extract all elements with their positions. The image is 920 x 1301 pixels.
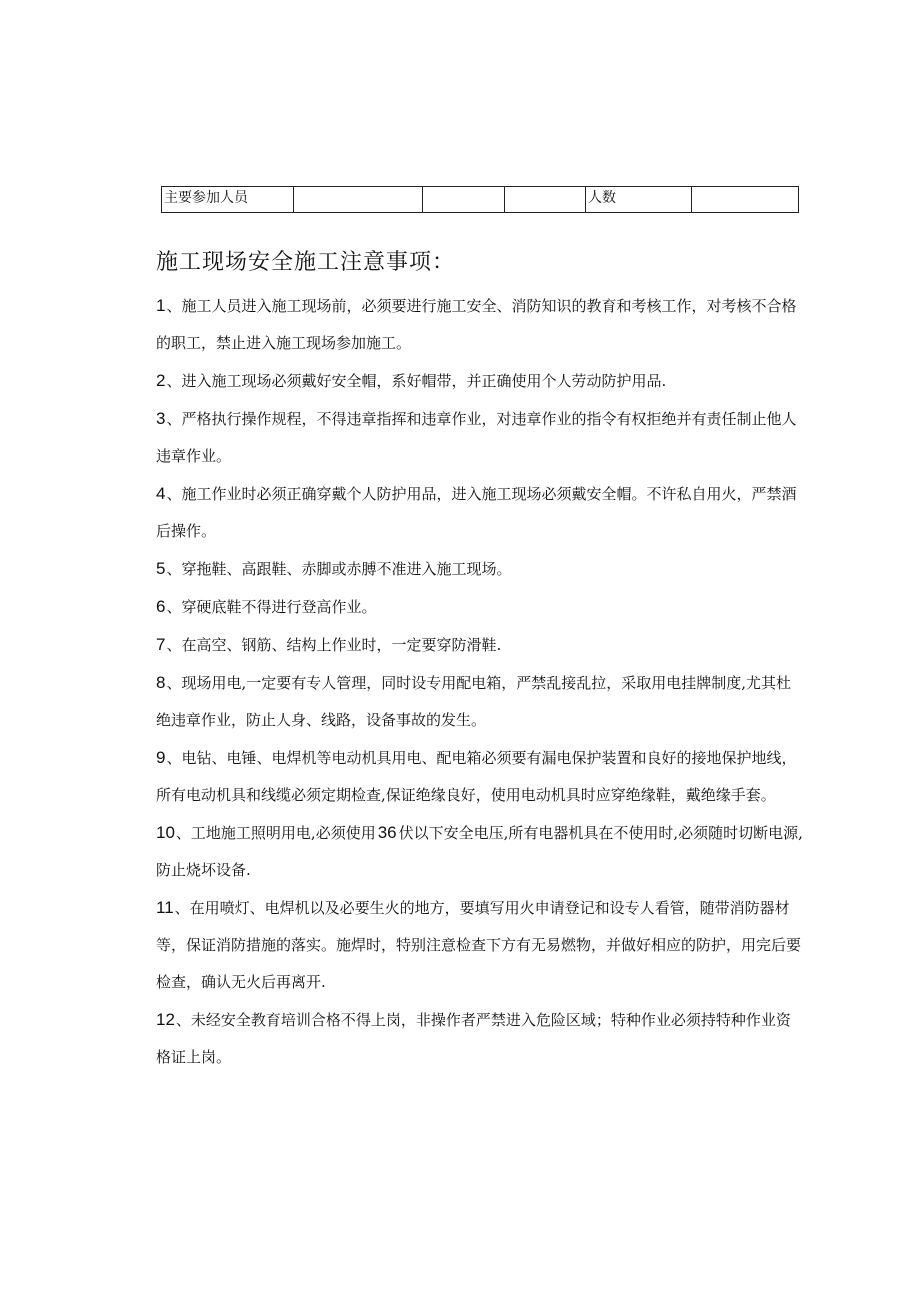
item-number: 3 (156, 409, 166, 428)
table-cell-empty (692, 187, 799, 213)
item-text: 、施工作业时必须正确穿戴个人防护用品，进入施工现场必须戴安全帽。不许私自用火，严禁酒后操作。 (156, 485, 797, 540)
list-item (156, 626, 804, 664)
list-item (156, 588, 804, 626)
item-text: 、穿拖鞋、高跟鞋、赤脚或赤膊不准进入施工现场。 (166, 560, 512, 578)
list-item (156, 739, 804, 814)
item-number: 1 (156, 296, 166, 315)
safety-items-list (156, 287, 804, 1076)
item-number: 5 (156, 559, 166, 578)
list-item (156, 1001, 804, 1076)
table-row (162, 187, 799, 213)
list-item (156, 814, 804, 889)
item-text: 、在用喷灯、电焊机以及必要生火的地方，要填写用火申请登记和设专人看管，随带消防器材等，保证消防措施的落实。施焊时，特别注意检查下方有无易燃物，并做好相应的防护，用完后要检查，确认无火后再离开. (156, 899, 802, 991)
item-number: 7 (156, 635, 166, 654)
table-cell-empty (294, 187, 423, 213)
table-cell-headcount-label: 人数 (586, 187, 692, 213)
item-text: 、在高空、钢筋、结构上作业时，一定要穿防滑鞋. (166, 636, 502, 654)
item-number: 4 (156, 484, 166, 503)
item-number: 8 (156, 673, 166, 692)
list-item (156, 287, 804, 362)
item-text: 、电钻、电锤、电焊机等电动机具用电、配电箱必须要有漏电保护装置和良好的接地保护地线，所有电动机具和线缆必须定期检查,保证绝缘良好，使用电动机具时应穿绝缘鞋，戴绝缘手套。 (156, 749, 797, 804)
item-number: 12 (156, 1010, 175, 1029)
item-text: 、现场用电,一定要有专人管理，同时设专用配电箱，严禁乱接乱拉，采取用电挂牌制度,尤其杜绝违章作业，防止人身、线路，设备事故的发生。 (156, 674, 792, 729)
item-text: 、施工人员进入施工现场前，必须要进行施工安全、消防知识的教育和考核工作，对考核不合格的职工，禁止进入施工现场参加施工。 (156, 297, 797, 352)
list-item (156, 400, 804, 475)
item-number: 11 (156, 898, 174, 917)
item-text: 伏以下安全电压,所有电器机具在不使用时,必须随时切断电源,防止烧坏设备. (156, 824, 803, 879)
list-item (156, 889, 804, 1001)
list-item (156, 475, 804, 550)
table-cell-empty (423, 187, 505, 213)
item-number: 9 (156, 748, 166, 767)
table-cell-main-personnel-label: 主要参加人员 (162, 187, 294, 213)
list-item (156, 362, 804, 400)
item-number: 10 (156, 823, 175, 842)
voltage-value: 36 (377, 823, 397, 842)
item-text: 、穿硬底鞋不得进行登高作业。 (166, 598, 377, 616)
item-text: 、进入施工现场必须戴好安全帽，系好帽带，并正确使用个人劳动防护用品. (166, 372, 667, 390)
table-cell-empty (505, 187, 586, 213)
list-item (156, 550, 804, 588)
item-number: 2 (156, 371, 166, 390)
item-text: 、严格执行操作规程，不得违章指挥和违章作业，对违章作业的指令有权拒绝并有责任制止他人违章作业。 (156, 410, 797, 465)
item-number: 6 (156, 597, 166, 616)
item-text: 、未经安全教育培训合格不得上岗，非操作者严禁进入危险区域；特种作业必须持特种作业资格证上岗。 (156, 1011, 791, 1066)
list-item (156, 664, 804, 739)
personnel-table (161, 186, 799, 213)
section-title: 施工现场安全施工注意事项： (156, 250, 456, 275)
item-text: 、工地施工照明用电,必须使用 (175, 824, 376, 842)
